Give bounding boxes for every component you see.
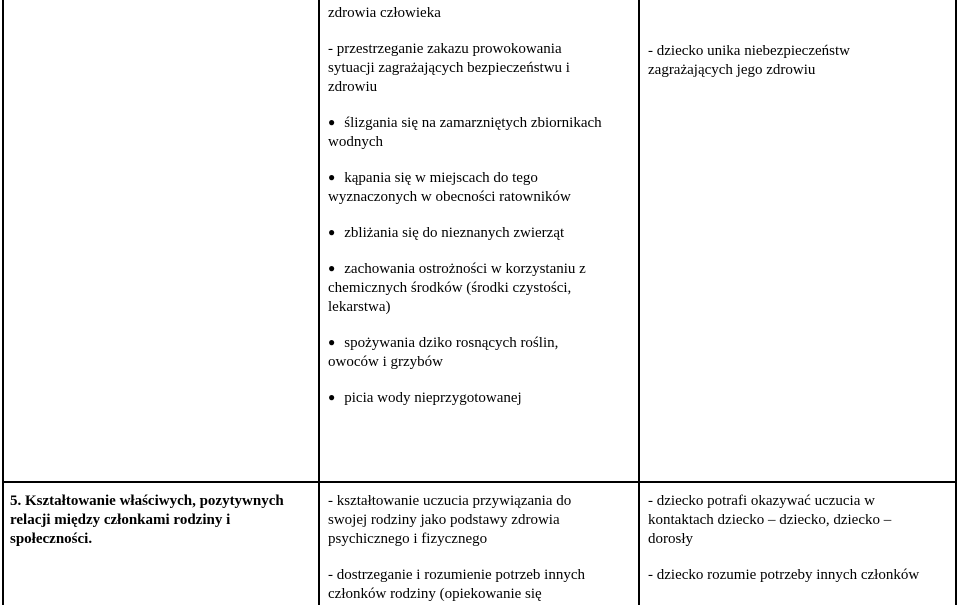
row2-col2-text-attachment: - kształtowanie uczucia przywiązania do swojej rodziny jako podstawy zdrowia psychicznego i fizycznego: [328, 493, 572, 547]
row2-col3-text-needs: - dziecko rozumie potrzeby innych członków: [648, 567, 920, 583]
column-divider-2: [638, 0, 640, 605]
bullet-item-water: ● picia wody nieprzygotowanej: [328, 389, 628, 408]
row2-col3-text-feelings: - dziecko potrafi okazywać uczucia w kontaktach dziecko – dziecko, dziecko – dorosły: [648, 493, 892, 547]
table-border-right: [955, 0, 957, 605]
row1-col3-text-outcome: - dziecko unika niebezpieczeństw zagrażających jego zdrowiu: [648, 43, 850, 78]
bullet-item-wild-plants: ● spożywania dziko rosnących roślin, owoców i grzybów: [328, 334, 598, 372]
column-divider-1: [318, 0, 320, 605]
row1-col2-text-rule: - przestrzeganie zakazu prowokowania sytuacji zagrażających bezpieczeństwu i zdrowiu: [328, 41, 570, 95]
row1-col2-cell: [328, 4, 628, 408]
bullet-item-animals: ● zbliżania się do nieznanych zwierząt: [328, 224, 628, 243]
table-border-left: [2, 0, 4, 605]
bullet-item-ice: ● ślizgania się na zamarzniętych zbiornikach wodnych: [328, 114, 638, 152]
row2-col2-cell: [328, 492, 623, 604]
row2-col3-cell: [648, 492, 948, 585]
row1-col3-cell: [648, 42, 908, 80]
section-heading-5: 5. Kształtowanie właściwych, pozytywnych relacji między członkami rodziny i społeczności.: [10, 493, 284, 547]
row2-col1-cell: [10, 492, 315, 549]
bullet-item-chemicals: ● zachowania ostrożności w korzystaniu z chemicznych środków (środki czystości, lekarstwa): [328, 260, 628, 317]
row1-col2-text-continuation: zdrowia człowieka: [328, 5, 441, 21]
row2-col2-text-needs: - dostrzeganie i rozumienie potrzeb innych członków rodziny (opiekowanie się: [328, 567, 585, 602]
row-divider: [2, 481, 957, 483]
bullet-item-swimming: ● kąpania się w miejscach do tego wyznaczonych w obecności ratowników: [328, 169, 628, 207]
